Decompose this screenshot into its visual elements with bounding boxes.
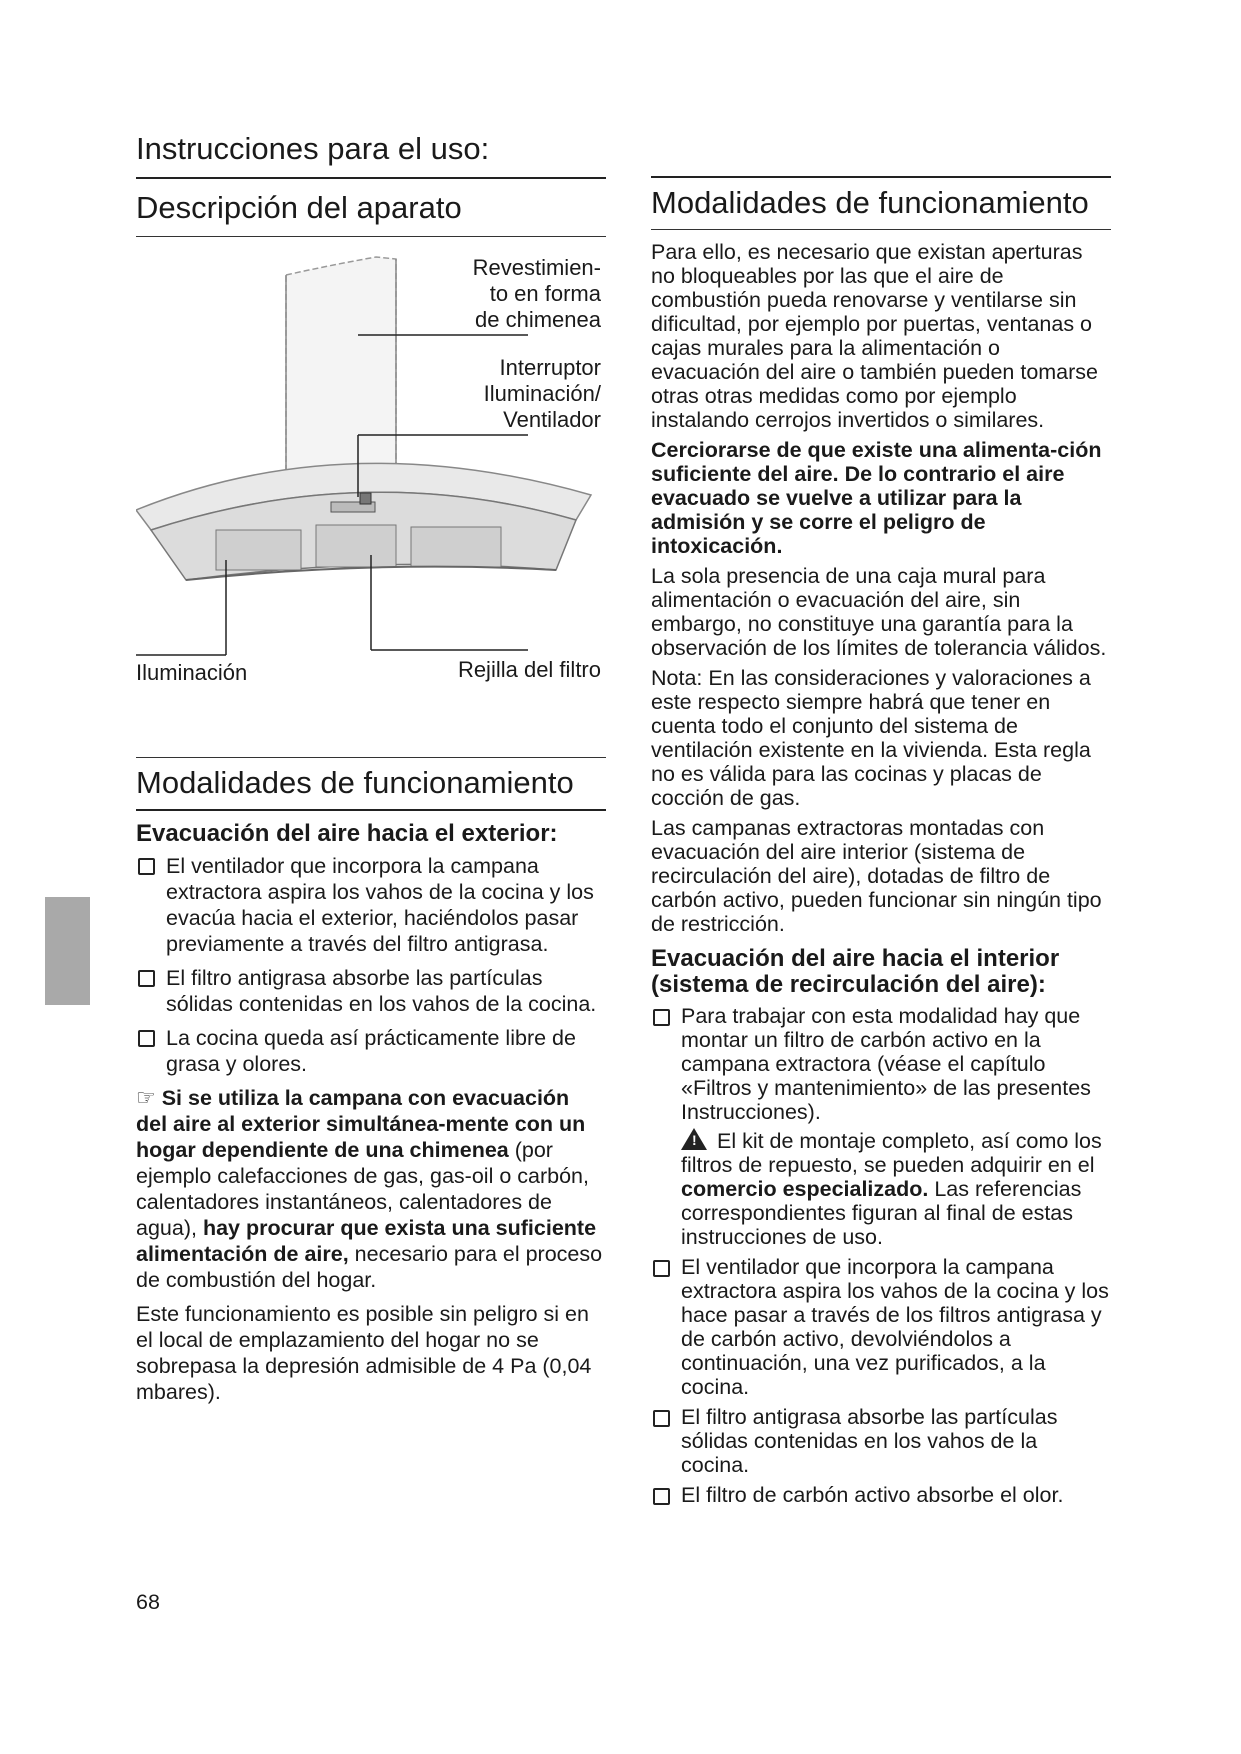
section-title-modes-left: Modalidades de funcionamiento — [136, 765, 574, 800]
section-rule-bottom — [136, 809, 606, 811]
checkbox-icon — [138, 1030, 155, 1047]
label-filter-grille: Rejilla del filtro — [457, 657, 601, 682]
page-number: 68 — [136, 1590, 160, 1614]
pointing-hand-icon: ☞ — [136, 1085, 156, 1111]
paragraph-warning-bold: Cerciorarse de que existe una alimenta-ción suficiente del aire. De lo contrario el aire evacuado se vuelve a utilizar para la admisión y se corre el peligro de intoxicación. — [651, 438, 1102, 559]
final-paragraph: Este funcionamiento es posible sin peligro si en el local de emplazamiento del hogar no se sobrepasa la depresión admisible de 4 Pa (0,04 mbares). — [136, 1302, 592, 1405]
subheading-recirculation: Evacuación del aire hacia el interior (sistema de recirculación del aire): — [651, 945, 1060, 999]
section-marker-tab — [45, 897, 90, 1005]
section-title-description: Descripción del aparato — [136, 190, 462, 226]
label-chimney: Revestimien- to en forma de chimenea — [472, 255, 601, 332]
checkbox-icon — [653, 1488, 670, 1505]
left-column — [136, 130, 606, 237]
label-switch: Interruptor Iluminación/ Ventilador — [483, 355, 601, 432]
section-rule — [136, 236, 606, 237]
kit-note: ! El kit de montaje completo, así como los filtros de repuesto, se pueden adquirir en el comercio especializado. Las referencias correspondientes figuran al final de estas instrucciones de uso. — [681, 1129, 1102, 1250]
right-rule-top — [651, 176, 1111, 178]
checkbox-icon — [653, 1009, 670, 1026]
warning-triangle-icon: ! — [681, 1128, 707, 1150]
list-item: El filtro antigrasa absorbe las partículas sólidas contenidas en los vahos de la cocina. — [651, 1405, 1111, 1477]
warning-paragraph: ☞ Si se utiliza la campana con evacuación del aire al exterior simultánea-mente con un hogar dependiente de una chimenea (por ejemplo calefacciones de gas, gas-oil o carbón, calentadores instantáneos, calentadores de agua), hay procurar que exista una suficiente alimentación de aire, necesario para el proceso de combustión del hogar. — [136, 1085, 603, 1293]
checkbox-icon — [653, 1410, 670, 1427]
list-item: La cocina queda así prácticamente libre de grasa y olores. — [136, 1025, 606, 1077]
list-item: El filtro antigrasa absorbe las partículas sólidas contenidas en los vahos de la cocina. — [136, 965, 606, 1017]
paragraph-recirculation: Las campanas extractoras montadas con evacuación del aire interior (sistema de recirculación del aire), dotadas de filtro de carbón activo, pueden funcionar sin ningún tipo de restricción. — [651, 816, 1102, 937]
paragraph-wall-box: La sola presencia de una caja mural para alimentación o evacuación del aire, sin embargo, no constituye una garantía para la observación de los límites de tolerancia válidos. — [651, 564, 1107, 661]
paragraph-note: Nota: En las consideraciones y valoraciones a este respecto siempre habrá que tener en cuenta todo el conjunto del sistema de ventilación existente en la vivienda. Esta regla no es válida para las cocinas y placas de cocción de gas. — [651, 666, 1091, 811]
right-rule-bottom — [651, 229, 1111, 230]
appliance-figure — [136, 245, 601, 705]
checkbox-icon — [138, 858, 155, 875]
label-lighting: Iluminación — [136, 660, 248, 685]
page-title: Instrucciones para el uso: — [136, 131, 490, 166]
section-rule-top — [136, 757, 606, 758]
title-rule — [136, 177, 606, 179]
paragraph-openings: Para ello, es necesario que existan aperturas no bloqueables por las que el aire de combustión pueda renovarse y ventilarse sin dificultad, por ejemplo por puertas, ventanas o cajas murales para la alimentación o evacuación del aire o también pueden tomarse otras otras medidas como por ejemplo instalando cerrojos invertidos o similares. — [651, 240, 1099, 433]
left-modes-section — [136, 757, 606, 1411]
right-column — [651, 176, 1111, 1513]
checkbox-icon — [653, 1260, 670, 1277]
section-title-modes-right: Modalidades de funcionamiento — [651, 185, 1089, 220]
subheading-exhaust: Evacuación del aire hacia el exterior: — [136, 820, 558, 848]
list-item: Para trabajar con esta modalidad hay que montar un filtro de carbón activo en la campana extractora (véase el capítulo «Filtros y mantenimiento» de las presentes Instrucciones). — [651, 1004, 1111, 1124]
list-item: El filtro de carbón activo absorbe el olor. — [651, 1483, 1111, 1507]
list-item: El ventilador que incorpora la campana extractora aspira los vahos de la cocina y los evacúa hacia el exterior, haciéndolos pasar previamente a través del filtro antigrasa. — [136, 853, 606, 957]
checkbox-icon — [138, 970, 155, 987]
list-item: El ventilador que incorpora la campana extractora aspira los vahos de la cocina y los hace pasar a través de los filtros antigrasa y de carbón activo, devolviéndolos a continuación, una vez purificados, a la cocina. — [651, 1255, 1111, 1399]
